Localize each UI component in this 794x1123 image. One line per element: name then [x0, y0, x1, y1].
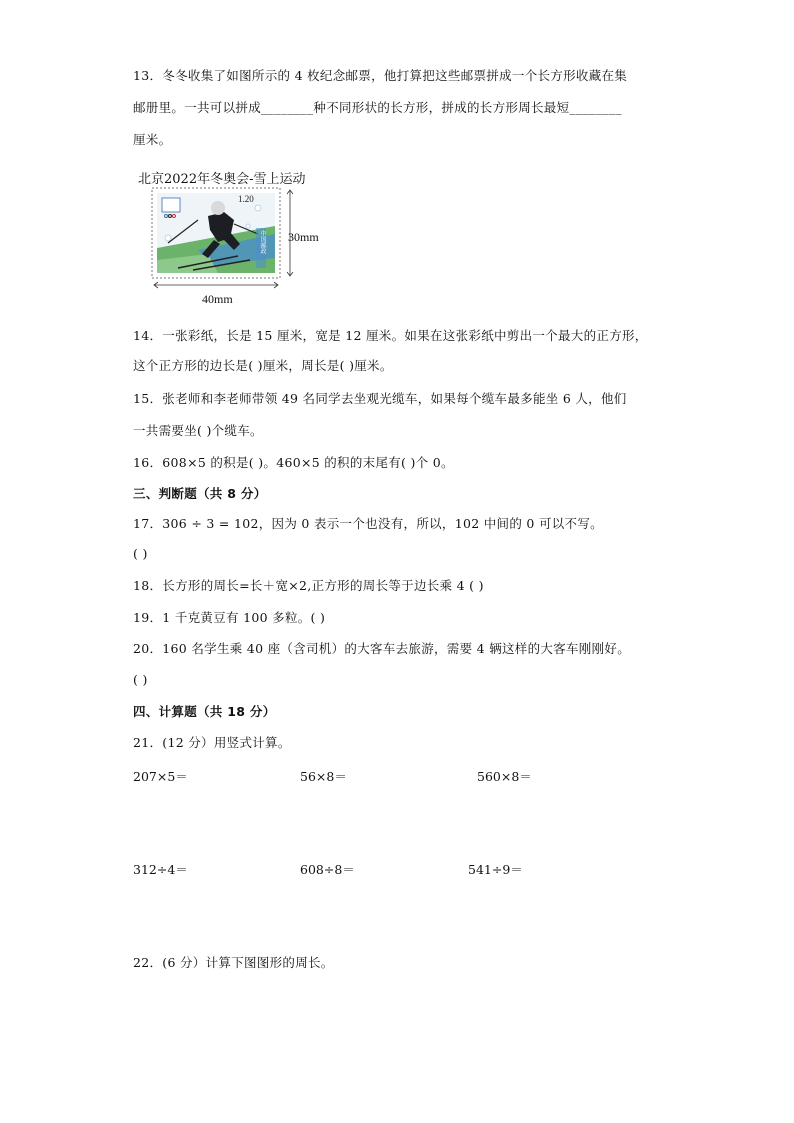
q22-title: 22．(6 分）计算下图图形的周长。 — [133, 955, 334, 970]
stamp-country: 中国邮政 — [259, 230, 265, 254]
q18-line1: 18．长方形的周长=长＋宽×2,正方形的周长等于边长乘 4 ( ) — [133, 578, 484, 593]
q21-calc-5: 608÷8＝ — [300, 862, 355, 877]
q21-calc-6: 541÷9＝ — [468, 862, 523, 877]
q21-calc-4: 312÷4＝ — [133, 862, 188, 877]
q21-title: 21．(12 分）用竖式计算。 — [133, 735, 291, 750]
q15-line2: 一共需要坐( )个缆车。 — [133, 423, 263, 438]
stamp-caption: 北京2022年冬奥会-雪上运动 — [138, 172, 306, 187]
q21-calc-1: 207×5＝ — [133, 769, 188, 784]
q15-line1: 15．张老师和李老师带领 49 名同学去坐观光缆车，如果每个缆车最多能坐 6 人，他们 — [133, 391, 627, 406]
q20-line1: 20．160 名学生乘 40 座（含司机）的大客车去旅游，需要 4 辆这样的大客车刚刚好。 — [133, 641, 630, 656]
section4-title: 四、计算题（共 18 分） — [133, 704, 276, 719]
q14-line2: 这个正方形的边长是( )厘米，周长是( )厘米。 — [133, 358, 393, 373]
q17-line1: 17．306 ÷ 3 = 102，因为 0 表示一个也没有，所以，102 中间的 0 可以不写。 — [133, 516, 603, 531]
q13-line1: 13．冬冬收集了如图所示的 4 枚纪念邮票，他打算把这些邮票拼成一个长方形收藏在集 — [133, 68, 628, 83]
q20-answer: ( ) — [133, 672, 148, 687]
stamp-figure — [138, 168, 338, 308]
section3-title: 三、判断题（共 8 分） — [133, 486, 267, 501]
q19-line1: 19．1 千克黄豆有 100 多粒。( ) — [133, 610, 326, 625]
q16-line1: 16．608×5 的积是( )。460×5 的积的末尾有( )个 0。 — [133, 455, 454, 470]
stamp-denomination: 1.20 — [238, 194, 254, 204]
q21-calc-3: 560×8＝ — [477, 769, 532, 784]
stamp-height-label: 30mm — [288, 230, 319, 244]
q13-line2: 邮册里。一共可以拼成________种不同形状的长方形，拼成的长方形周长最短________ — [133, 100, 622, 115]
q21-calc-2: 56×8＝ — [300, 769, 347, 784]
stamp-width-label: 40mm — [202, 292, 233, 306]
q13-line3: 厘米。 — [133, 132, 172, 147]
q14-line1: 14．一张彩纸，长是 15 厘米，宽是 12 厘米。如果在这张彩纸中剪出一个最大的正方形， — [133, 328, 648, 343]
q17-answer: ( ) — [133, 546, 148, 561]
